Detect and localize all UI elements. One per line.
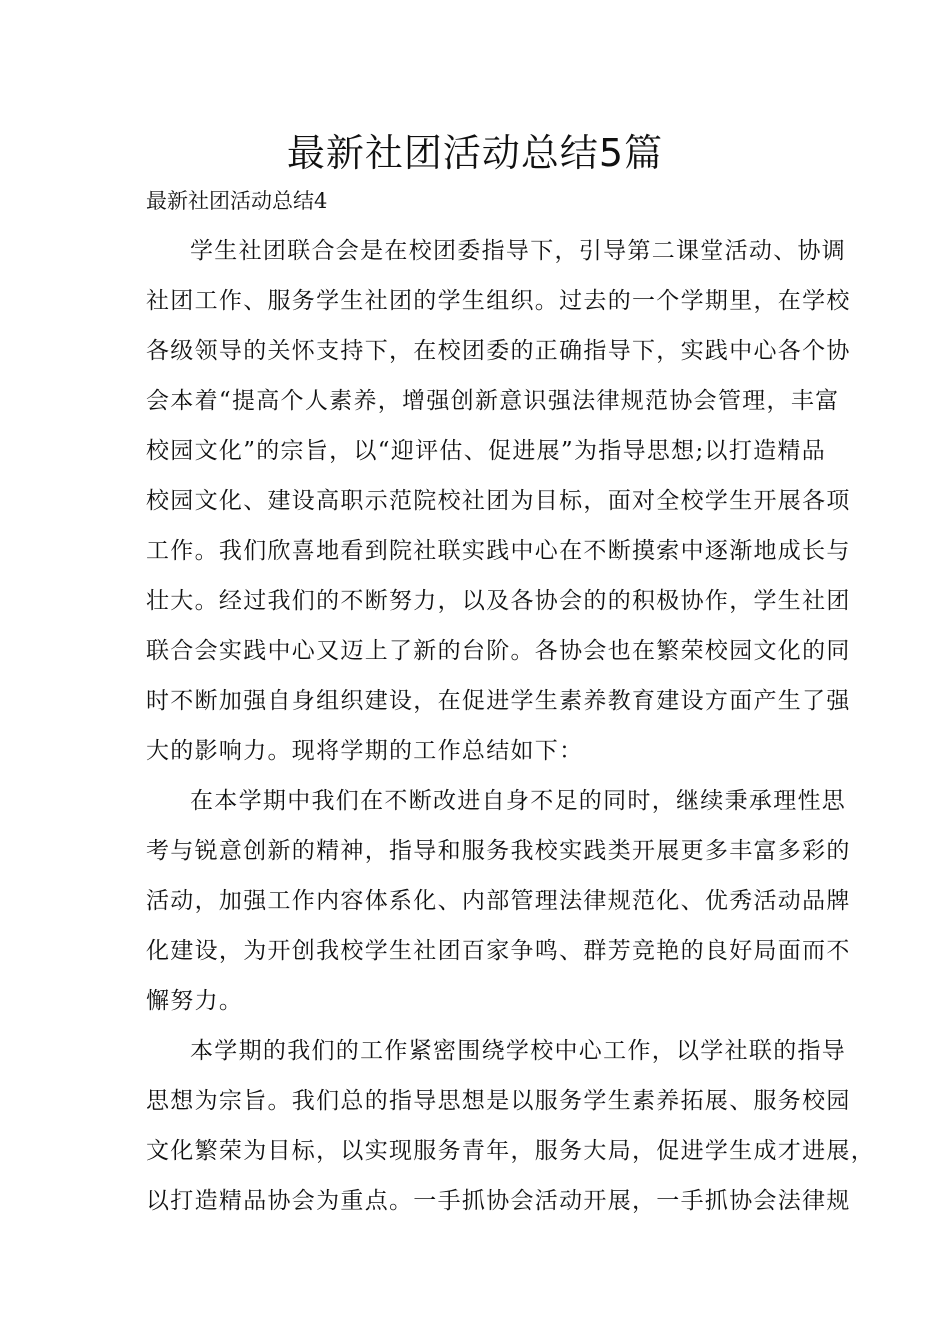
paragraph-line: 考与锐意创新的精神，指导和服务我校实践类开展更多丰富多彩的 xyxy=(146,838,851,864)
paragraph-line: 校园文化”的宗旨，以“迎评估、促进展”为指导思想;以打造精品 xyxy=(146,438,827,464)
paragraph-line: 时不断加强自身组织建设，在促进学生素养教育建设方面产生了强 xyxy=(146,688,851,714)
paragraph-line: 会本着“提高个人素养，增强创新意识强法律规范协会管理，丰富 xyxy=(146,388,840,414)
paragraph-line: 文化繁荣为目标，以实现服务青年，服务大局，促进学生成才进展， xyxy=(146,1138,875,1164)
document-subtitle: 最新社团活动总结4 xyxy=(146,189,328,213)
document-title: 最新社团活动总结5篇 xyxy=(286,131,664,175)
paragraph-line: 壮大。经过我们的不断努力，以及各协会的的积极协作，学生社团 xyxy=(146,588,851,614)
paragraph-line: 以打造精品协会为重点。一手抓协会活动开展，一手抓协会法律规 xyxy=(146,1188,851,1214)
paragraph-line: 大的影响力。现将学期的工作总结如下： xyxy=(146,738,584,764)
paragraph-line: 思想为宗旨。我们总的指导思想是以服务学生素养拓展、服务校园 xyxy=(146,1088,851,1114)
paragraph-line: 活动，加强工作内容体系化、内部管理法律规范化、优秀活动品牌 xyxy=(146,888,851,914)
paragraph-line: 各级领导的关怀支持下，在校团委的正确指导下，实践中心各个协 xyxy=(146,338,851,364)
paragraph-line: 社团工作、服务学生社团的学生组织。过去的一个学期里，在学校 xyxy=(146,288,851,314)
paragraph-line: 本学期的我们的工作紧密围绕学校中心工作，以学社联的指导 xyxy=(190,1038,847,1064)
paragraph-line: 学生社团联合会是在校团委指导下，引导第二课堂活动、协调 xyxy=(190,238,847,264)
paragraph-line: 校园文化、建设高职示范院校社团为目标，面对全校学生开展各项 xyxy=(146,488,851,514)
paragraph-line: 工作。我们欣喜地看到院社联实践中心在不断摸索中逐渐地成长与 xyxy=(146,538,851,564)
paragraph-line: 懈努力。 xyxy=(146,988,244,1014)
paragraph-line: 化建设，为开创我校学生社团百家争鸣、群芳竞艳的良好局面而不 xyxy=(146,938,851,964)
paragraph-line: 联合会实践中心又迈上了新的台阶。各协会也在繁荣校园文化的同 xyxy=(146,638,851,664)
paragraph-line: 在本学期中我们在不断改进自身不足的同时，继续秉承理性思 xyxy=(190,788,847,814)
